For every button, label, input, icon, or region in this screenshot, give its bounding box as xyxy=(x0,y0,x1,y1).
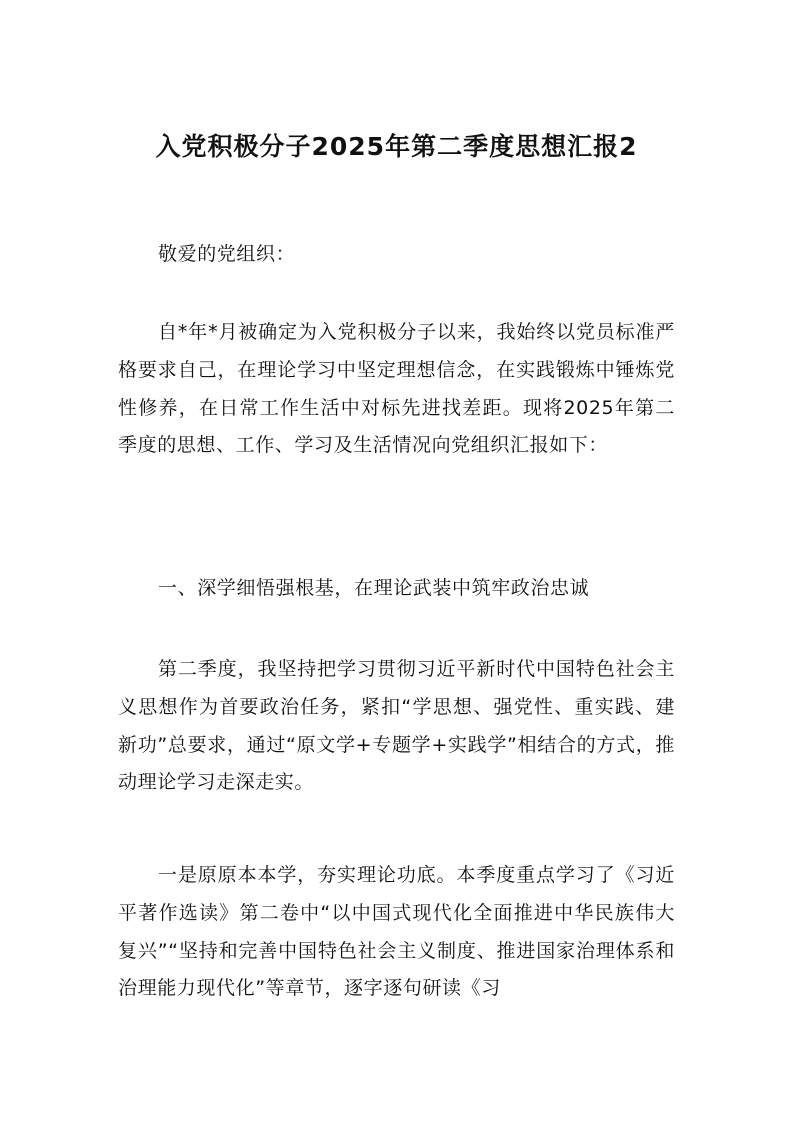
intro-paragraph: 自*年*月被确定为入党积极分子以来，我始终以党员标准严格要求自己，在理论学习中坚定理想信念，在实践锻炼中锤炼党性修养，在日常工作生活中对标先进找差距。现将2025年第二季度的思想、工作、学习及生活情况向党组织汇报如下： xyxy=(118,321,675,457)
document-title: 入党积极分子2025年第二季度思想汇报2 xyxy=(155,132,638,161)
salutation: 敬爱的党组织： xyxy=(158,243,296,265)
body-paragraph-1: 第二季度，我坚持把学习贯彻习近平新时代中国特色社会主义思想作为首要政治任务，紧扣“学思想、强党性、重实践、建新功”总要求，通过“原文学+专题学+实践学”相结合的方式，推动理论学习走深走实。 xyxy=(118,658,675,794)
section-heading-1: 一、深学细悟强根基，在理论武装中筑牢政治忠诚 xyxy=(158,577,590,599)
body-paragraph-2: 一是原原本本学，夯实理论功底。本季度重点学习了《习近平著作选读》第二卷中“以中国式现代化全面推进中华民族伟大复兴”“坚持和完善中国特色社会主义制度、推进国家治理体系和治理能力现代化”等章节，逐字逐句研读《习 xyxy=(118,864,675,1000)
